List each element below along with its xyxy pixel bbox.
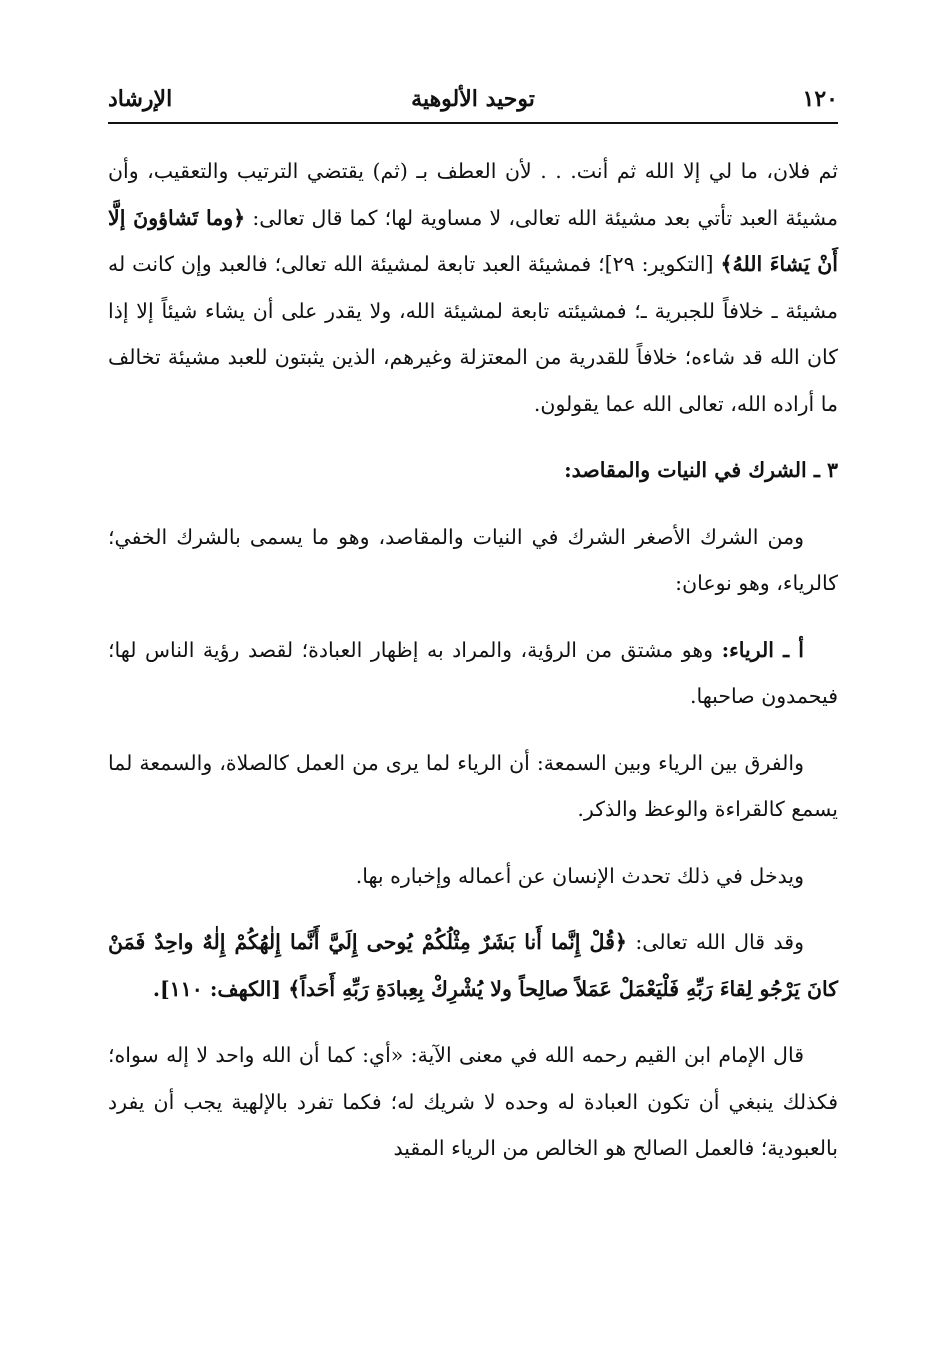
book-title: الإرشاد bbox=[108, 86, 173, 112]
section-heading: ٣ ـ الشرك في النيات والمقاصد: bbox=[564, 458, 838, 482]
paragraph-includes: ويدخل في ذلك تحدث الإنسان عن أعماله وإخباره بها. bbox=[355, 863, 804, 888]
paragraph-ibn-qayyim: قال الإمام ابن القيم رحمه الله في معنى الآية: «أي: كما أن الله واحد لا إله سواه؛ فكذلك ينبغي أن تكون العبادة له وحده لا شريك له؛ فكما تفرد بالإلهية يجب أن يفرد بالعبودية؛ فالعمل الصالح هو الخالص من الرياء المقيد bbox=[108, 1043, 838, 1160]
paragraph-riya-definition bbox=[108, 627, 838, 720]
paragraph-intro: ومن الشرك الأصغر الشرك في النيات والمقاصد، وهو ما يسمى بالشرك الخفي؛ كالرياء، وهو نوعان: bbox=[108, 524, 838, 595]
quran-verse: ﴿قُلْ إِنَّما أَنا بَشَرٌ مِثْلُكُمْ يُوحى إِلَيَّ أَنَّما إِلٰهُكُمْ إِلٰهٌ واحِدٌ فَمَنْ كانَ يَرْجُو لِقاءَ رَبِّهِ فَلْيَعْمَلْ عَمَلاً صالِحاً ولا يُشْرِكْ بِعِبادَةِ رَبِّهِ أَحَداً﴾ bbox=[108, 930, 838, 1001]
paragraph-text: [التكوير: ٢٩]؛ فمشيئة العبد تابعة لمشيئة الله تعالى؛ فالعبد وإن كانت له مشيئة ـ خلافاً للجبرية ـ؛ فمشيئته تابعة لمشيئة الله، ولا يقدر على أن يشاء شيئاً إلا إذا كان الله قد شاءه؛ خلافاً للقدرية من المعتزلة وغيرهم، الذين يثبتون للعبد مشيئة تخالف ما أراده الله، تعالى الله عما يقولون. bbox=[108, 252, 839, 416]
paragraph-text: وهو مشتق من الرؤية، والمراد به إظهار العبادة؛ لقصد رؤية الناس لها؛ فيحمدون صاحبها. bbox=[108, 637, 838, 708]
page-body bbox=[108, 148, 838, 1172]
paragraph-text: ثم فلان، ما لي إلا الله ثم أنت. . . لأن العطف بـ (ثم) يقتضي الترتيب والتعقيب، وأن مشيئة العبد تأتي بعد مشيئة الله تعالى، لا مساوية لها؛ كما قال تعالى: bbox=[108, 159, 838, 230]
chapter-title: توحيد الألوهية bbox=[411, 86, 535, 112]
verse-reference: [الكهف: ١١٠]. bbox=[152, 976, 289, 1001]
page-number: ١٢٠ bbox=[802, 86, 838, 112]
page-header bbox=[108, 80, 838, 124]
paragraph-text: وقد قال الله تعالى: bbox=[626, 930, 805, 954]
paragraph-difference: والفرق بين الرياء وبين السمعة: أن الرياء لما يرى من العمل كالصلاة، والسمعة لما يسمع كالقراءة والوعظ والذكر. bbox=[108, 750, 838, 821]
quran-verse: ﴿وما تَشاؤونَ إلَّا أَنْ يَشاءَ اللهُ﴾ bbox=[108, 205, 838, 276]
paragraph-tawhid-mashia bbox=[108, 148, 838, 427]
paragraph-verse-kahf bbox=[108, 919, 838, 1012]
item-label: أ ـ الرياء: bbox=[721, 637, 804, 662]
